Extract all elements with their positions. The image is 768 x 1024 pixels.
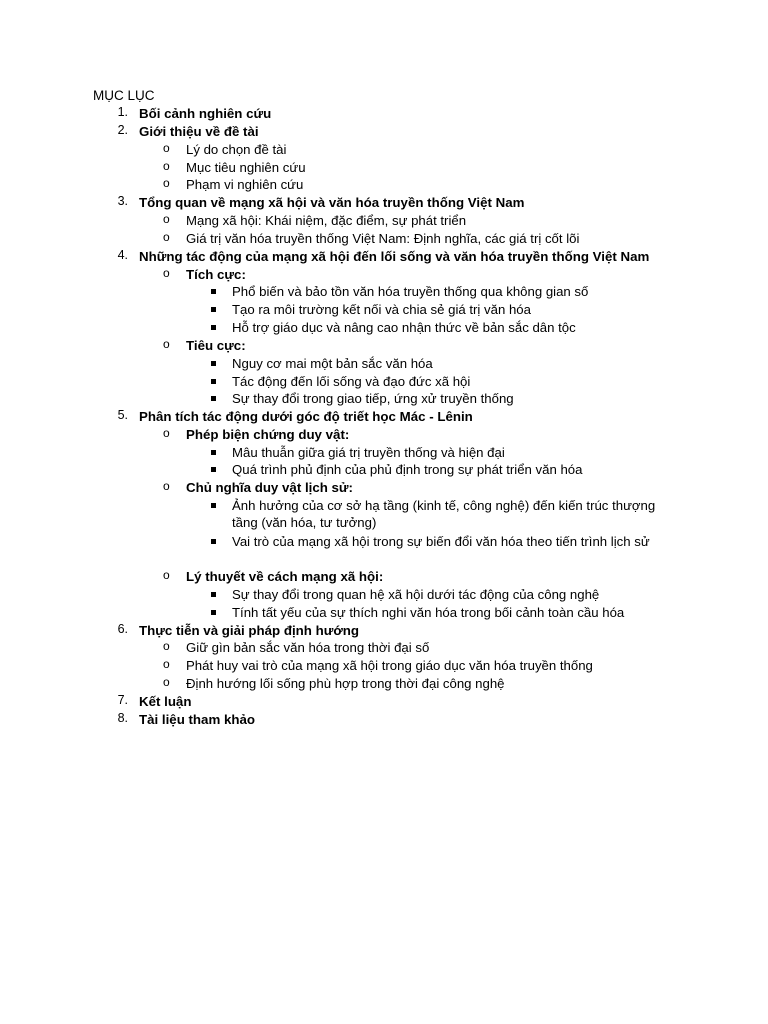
square-bullet-icon [211,396,216,401]
circle-bullet-icon: o [163,675,170,689]
square-bullet-icon [211,503,216,508]
circle-bullet-icon: o [163,212,170,226]
section-title: Những tác động của mạng xã hội đến lối sống và văn hóa truyền thống Việt Nam [139,249,650,264]
circle-bullet-icon: o [163,657,170,671]
circle-bullet-icon: o [163,141,170,155]
circle-bullet-icon: o [163,426,170,440]
section-title: Thực tiễn và giải pháp định hướng [139,623,360,638]
square-bullet-icon [211,467,216,472]
section-number: 6. [117,622,128,636]
list-item: Mục tiêu nghiên cứu [186,160,306,175]
section-title: Tài liệu tham khảo [139,712,256,727]
list-item: Quá trình phủ định của phủ định trong sự phát triển văn hóa [232,462,583,477]
square-bullet-icon [211,361,216,366]
subsection-title: Chủ nghĩa duy vật lịch sử: [186,480,353,495]
circle-bullet-icon: o [163,568,170,582]
circle-bullet-icon: o [163,176,170,190]
section-number: 1. [117,105,128,119]
circle-bullet-icon: o [163,337,170,351]
circle-bullet-icon: o [163,479,170,493]
list-item: Phổ biến và bảo tồn văn hóa truyền thống qua không gian số [232,284,589,299]
square-bullet-icon [211,539,216,544]
section-title: Phân tích tác động dưới góc độ triết học Mác - Lênin [139,409,473,424]
list-item: Lý do chọn đề tài [186,142,287,157]
list-item: Phát huy vai trò của mạng xã hội trong giáo dục văn hóa truyền thống [186,658,593,673]
square-bullet-icon [211,325,216,330]
section-number: 3. [117,194,128,208]
subsection-title: Tích cực: [186,267,246,282]
square-bullet-icon [211,289,216,294]
subsection-title: Lý thuyết về cách mạng xã hội: [186,569,384,584]
list-item: Sự thay đổi trong quan hệ xã hội dưới tác động của công nghệ [232,587,600,602]
section-title: Bối cảnh nghiên cứu [139,106,272,121]
list-item: Mâu thuẫn giữa giá trị truyền thống và hiện đại [232,445,505,460]
section-number: 8. [117,711,128,725]
section-number: 4. [117,248,128,262]
section-title: Kết luận [139,694,192,709]
subsection-title: Tiêu cực: [186,338,246,353]
circle-bullet-icon: o [163,230,170,244]
square-bullet-icon [211,450,216,455]
list-item: Phạm vi nghiên cứu [186,177,304,192]
list-item: Định hướng lối sống phù hợp trong thời đại công nghệ [186,676,505,691]
list-item: Ảnh hưởng của cơ sở hạ tầng (kinh tế, công nghệ) đến kiến trúc thượng tầng (văn hóa, tư tưởng) [232,498,656,530]
list-item: Mạng xã hội: Khái niệm, đặc điểm, sự phát triển [186,213,467,228]
list-item: Nguy cơ mai một bản sắc văn hóa [232,356,433,371]
list-item: Hỗ trợ giáo dục và nâng cao nhận thức về bản sắc dân tộc [232,320,576,335]
section-title: Tổng quan về mạng xã hội và văn hóa truyền thống Việt Nam [139,195,525,210]
list-item: Giá trị văn hóa truyền thống Việt Nam: Định nghĩa, các giá trị cốt lõi [186,231,580,246]
section-title: Giới thiệu về đề tài [139,124,259,139]
square-bullet-icon [211,307,216,312]
toc-title: MỤC LỤC [93,88,155,103]
section-number: 2. [117,123,128,137]
circle-bullet-icon: o [163,639,170,653]
list-item: Giữ gìn bản sắc văn hóa trong thời đại số [186,640,430,655]
square-bullet-icon [211,592,216,597]
subsection-title: Phép biện chứng duy vật: [186,427,350,442]
list-item: Tạo ra môi trường kết nối và chia sẻ giá trị văn hóa [232,302,531,317]
square-bullet-icon [211,610,216,615]
square-bullet-icon [211,379,216,384]
section-number: 7. [117,693,128,707]
list-item: Vai trò của mạng xã hội trong sự biến đổi văn hóa theo tiến trình lịch sử [232,534,650,549]
circle-bullet-icon: o [163,159,170,173]
circle-bullet-icon: o [163,266,170,280]
list-item: Tính tất yếu của sự thích nghi văn hóa trong bối cảnh toàn cầu hóa [232,605,625,620]
section-number: 5. [117,408,128,422]
list-item: Sự thay đổi trong giao tiếp, ứng xử truyền thống [232,391,514,406]
list-item: Tác động đến lối sống và đạo đức xã hội [232,374,471,389]
